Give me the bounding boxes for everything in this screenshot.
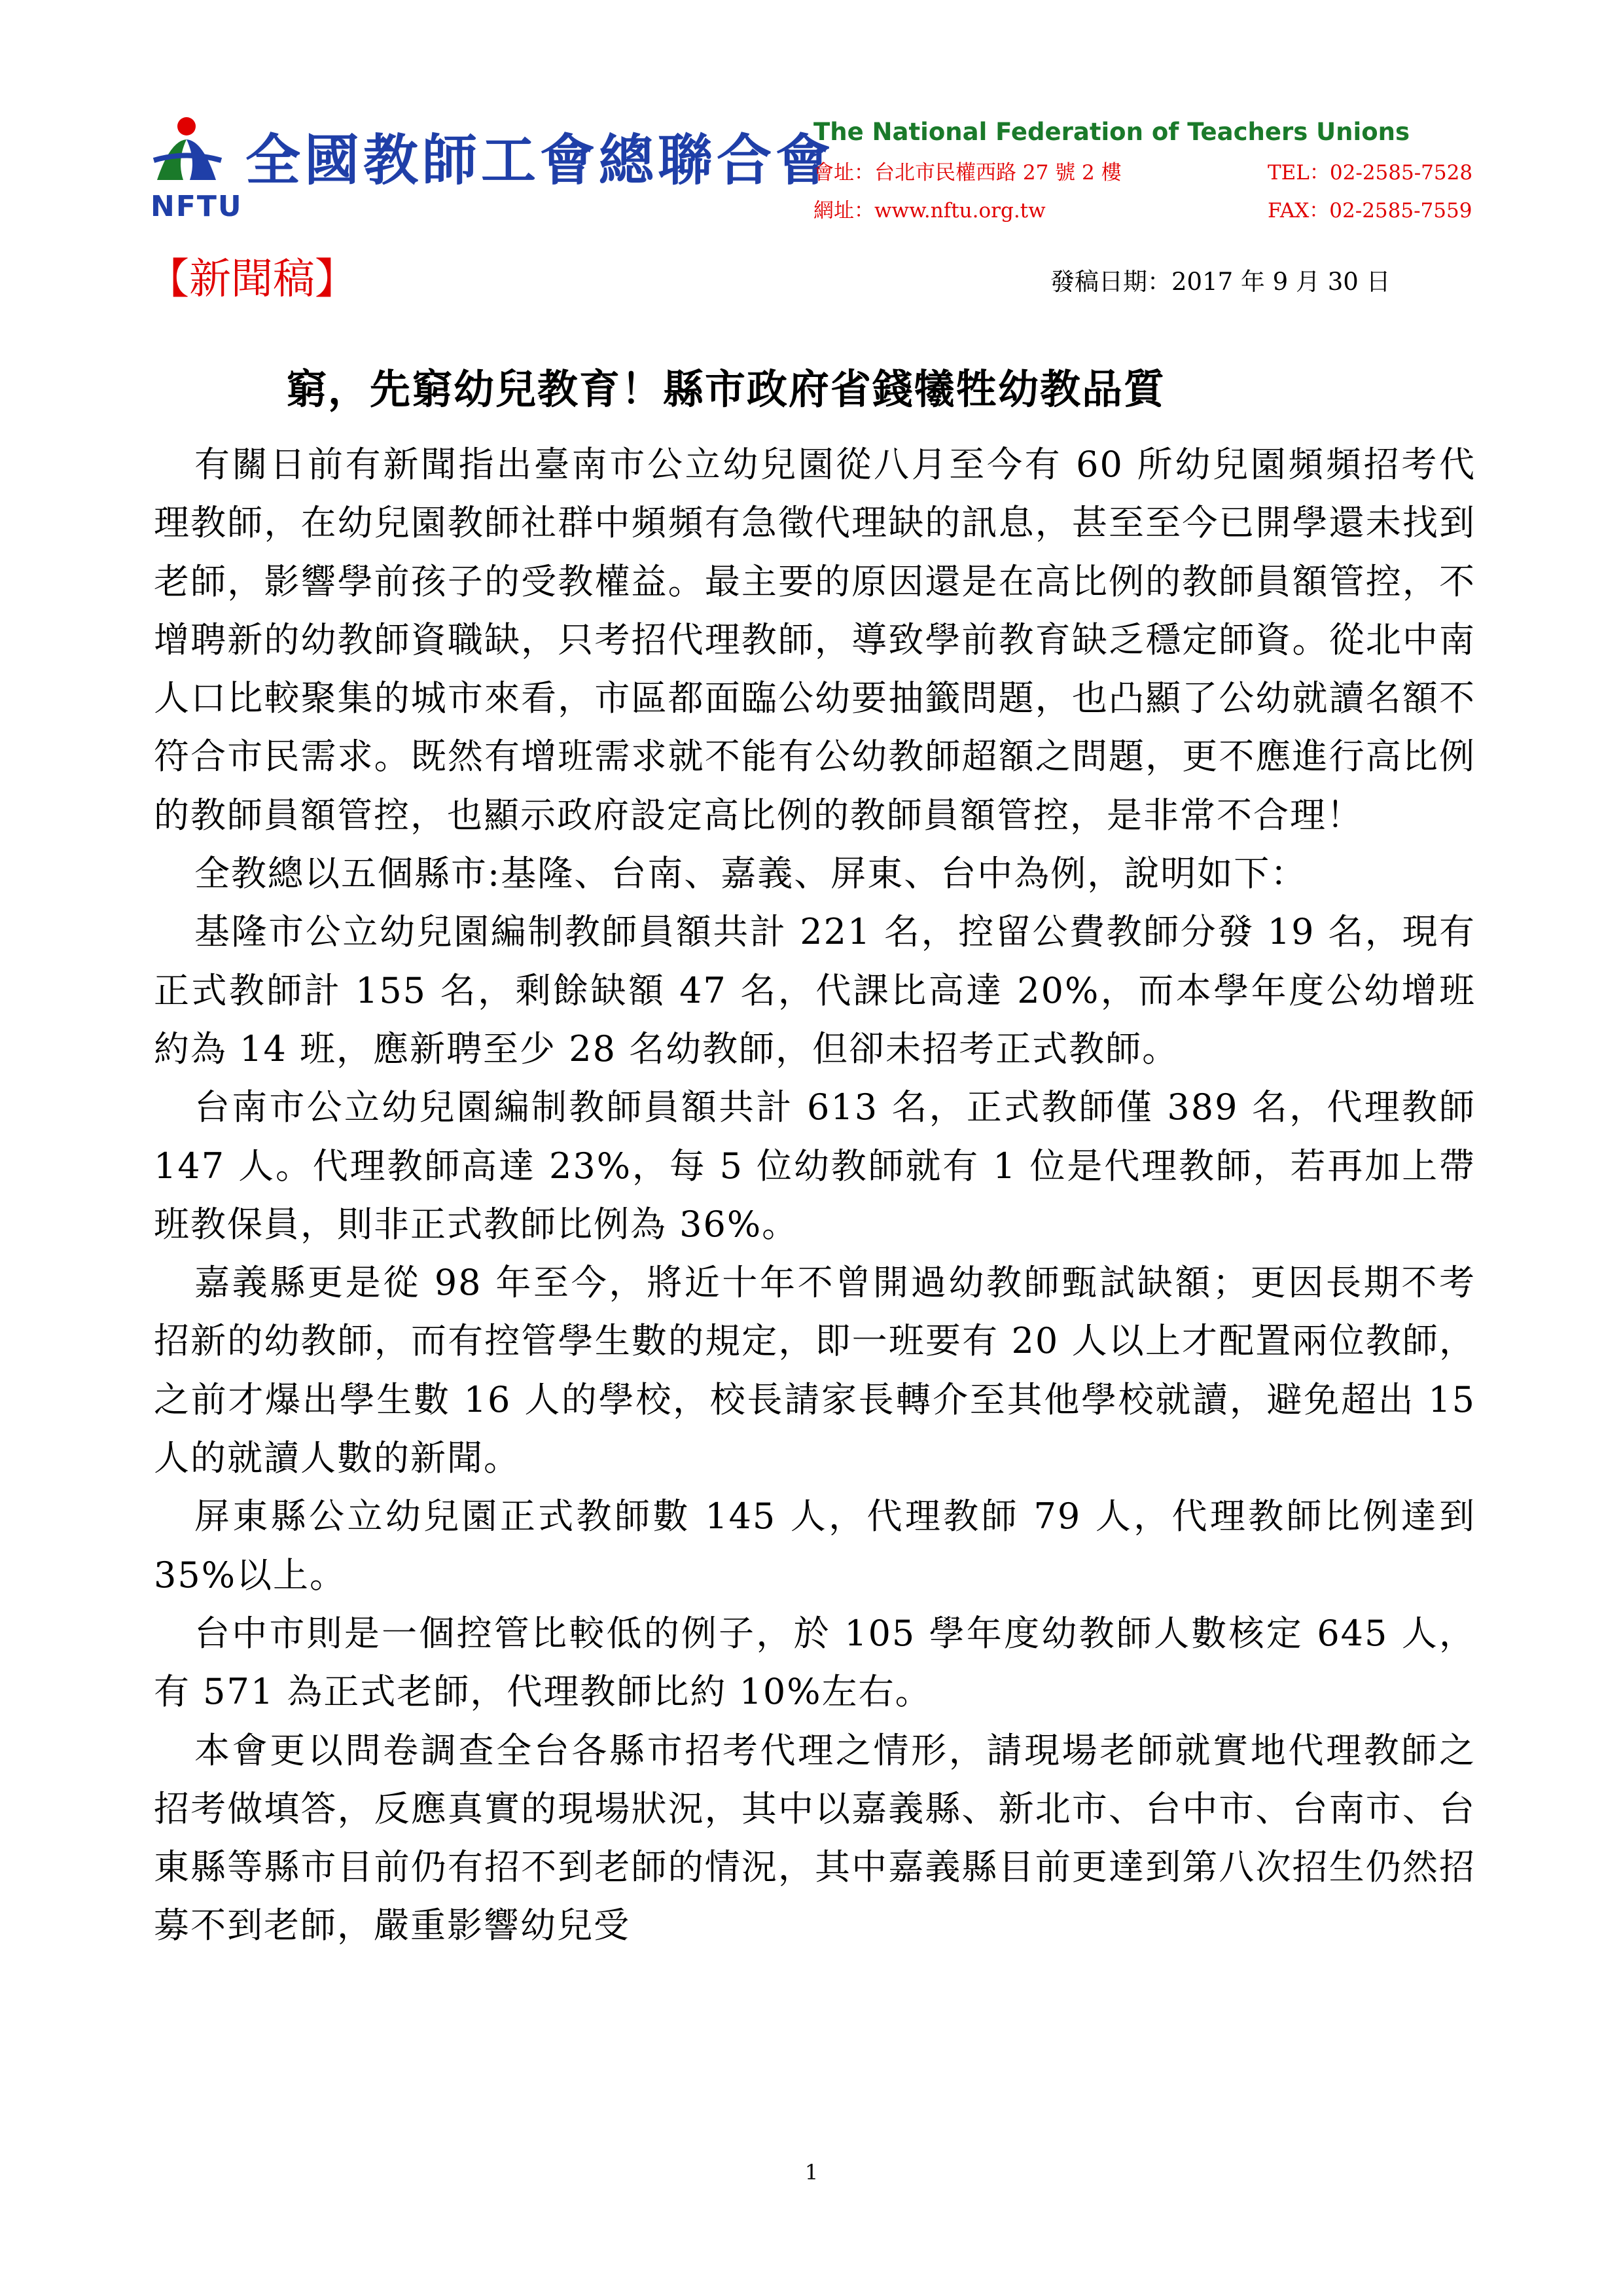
org-fax: FAX：02-2585-7559 (1268, 199, 1472, 223)
release-date: 發稿日期：2017 年 9 月 30 日 (1050, 268, 1391, 296)
nftu-emblem-icon (144, 115, 229, 187)
org-website[interactable]: 網址：www.nftu.org.tw (813, 199, 1046, 223)
paragraph: 本會更以問卷調查全台各縣市招考代理之情形，請現場老師就實地代理教師之招考做填答，反應真實的現場狀況，其中以嘉義縣、新北市、台中市、台南市、台東縣等縣市目前仍有招不到老師的情況，其中嘉義縣目前更達到第八次招生仍然招募不到老師，嚴重影響幼兒受 (154, 1729, 1476, 1946)
page-number: 1 (804, 2160, 819, 2185)
paragraph: 台中市則是一個控管比較低的例子，於 105 學年度幼教師人數核定 645 人，有 571 為正式老師，代理教師比約 10%左右。 (154, 1612, 1476, 1713)
document-body (154, 435, 1476, 1955)
press-release-label: 【新聞稿】 (147, 255, 357, 304)
org-name-english: The National Federation of Teachers Unions (813, 118, 1410, 146)
paragraph: 全教總以五個縣市:基隆、台南、嘉義、屏東、台中為例，說明如下： (194, 853, 1308, 895)
logo-org-name: 全國教師工會總聯合會 (245, 128, 835, 192)
paragraph: 基隆市公立幼兒園編制教師員額共計 221 名，控留公費教師分發 19 名，現有正式教師計 155 名，剩餘缺額 47 名，代課比高達 20%，而本學年度公幼增班約為 14 班，應新聘至少 28 名幼教師，但卻未招考正式教師。 (154, 911, 1476, 1069)
logo-abbreviation: NFTU (151, 190, 243, 223)
paragraph: 有關日前有新聞指出臺南市公立幼兒園從八月至今有 60 所幼兒園頻頻招考代理教師，在幼兒園教師社群中頻頻有急徵代理缺的訊息，甚至至今已開學還未找到老師，影響學前孩子的受教權益。最主要的原因還是在高比例的教師員額管控，不增聘新的幼教師資職缺，只考招代理教師，導致學前教育缺乏穩定師資。從北中南人口比較聚集的城市來看，市區都面臨公幼要抽籤問題，也凸顯了公幼就讀名額不符合市民需求。既然有增班需求就不能有公幼教師超額之問題，更不應進行高比例的教師員額管控，也顯示政府設定高比例的教師員額管控，是非常不合理！ (154, 444, 1476, 836)
paragraph: 屏東縣公立幼兒園正式教師數 145 人，代理教師 79 人，代理教師比例達到 35%以上。 (154, 1496, 1476, 1596)
org-address: 會址：台北市民權西路 27 號 2 樓 (813, 161, 1122, 185)
nftu-logo (137, 111, 835, 223)
org-tel: TEL：02-2585-7528 (1268, 161, 1473, 185)
paragraph: 嘉義縣更是從 98 年至今，將近十年不曾開過幼教師甄試缺額；更因長期不考招新的幼教師，而有控管學生數的規定，即一班要有 20 人以上才配置兩位教師，之前才爆出學生數 16 人的學校，校長請家長轉介至其他學校就讀，避免超出 15 人的就讀人數的新聞。 (154, 1262, 1476, 1479)
paragraph: 台南市公立幼兒園編制教師員額共計 613 名，正式教師僅 389 名，代理教師 147 人。代理教師高達 23%，每 5 位幼教師就有 1 位是代理教師，若再加上帶班教保員，則非正式教師比例為 36%。 (154, 1086, 1476, 1245)
document-title: 窮，先窮幼兒教育！縣市政府省錢犧牲幼教品質 (286, 365, 1166, 413)
